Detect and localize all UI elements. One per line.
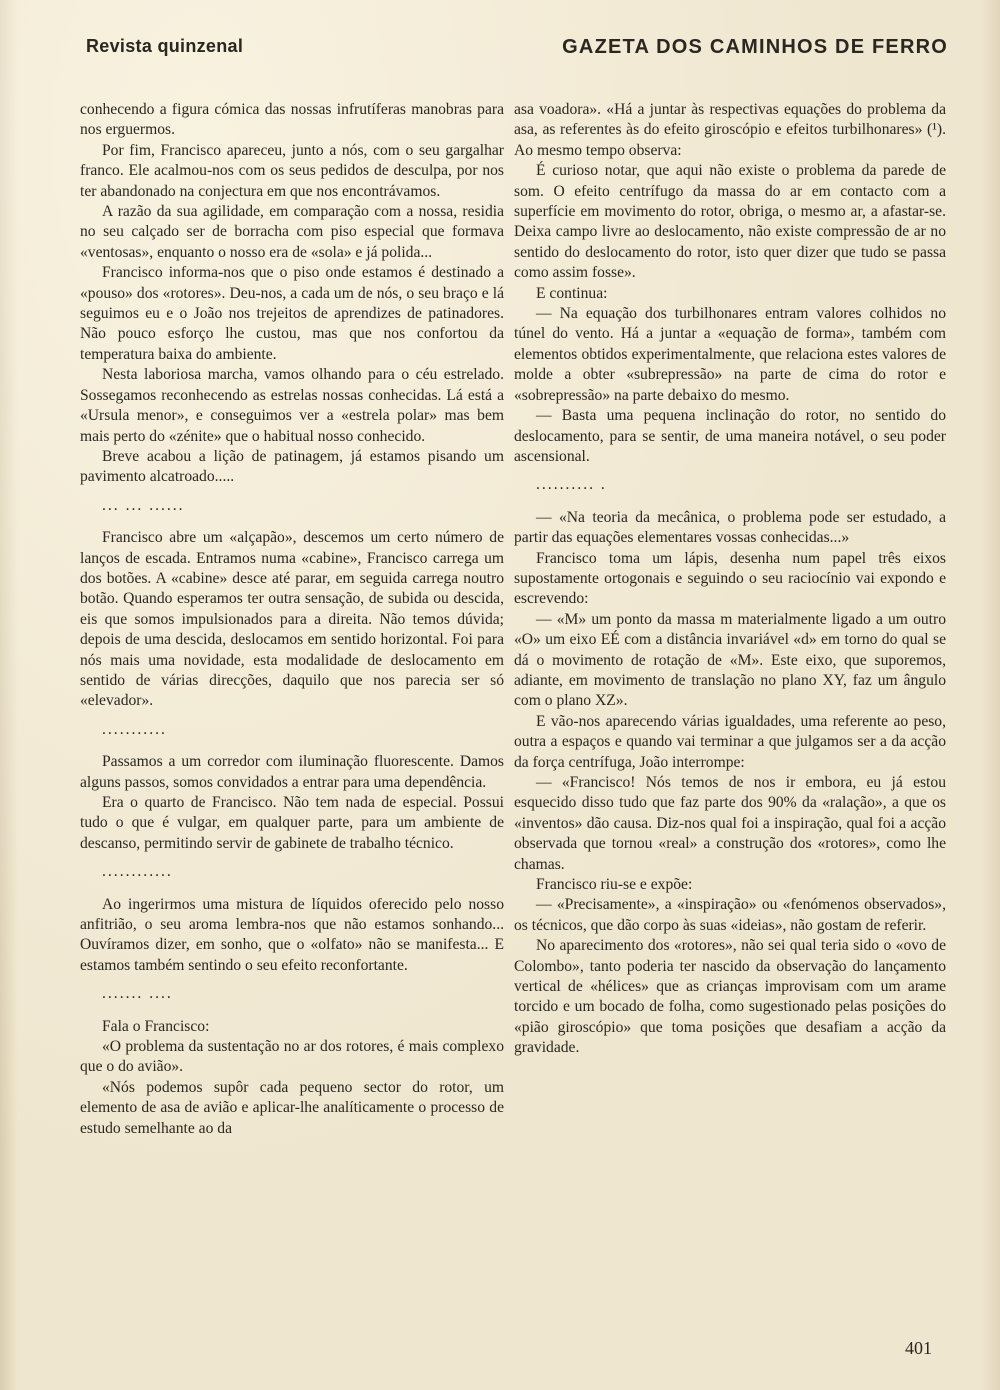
paragraph: — «Na teoria da mecânica, o problema pode ser estudado, a partir das equações elementares vossas conhecidas...» xyxy=(514,508,946,547)
paragraph: Era o quarto de Francisco. Não tem nada de especial. Possui tudo o que é vulgar, em qualquer parte, para um ambiente de descanso, permitindo servir de gabinete de trabalho técnico. xyxy=(80,794,504,852)
paragraph: A razão da sua agilidade, em comparação com a nossa, residia no seu calçado ser de borracha com piso especial que formava «ventosas», enquanto o nosso era de «sola» e já polida... xyxy=(80,203,504,261)
paragraph: Francisco informa-nos que o piso onde estamos é destinado a «pouso» dos «rotores». Deu-nos, a cada um de nós, o seu braço e lá seguimos eu e o João nos trejeitos de aprendizes de patinadores. Não pouco esforço lhe custou, mas que nos confortou da temperatura baixa do ambiente. xyxy=(80,264,504,363)
right-column xyxy=(514,100,946,1059)
paragraph: Francisco abre um «alçapão», descemos um certo número de lanços de escada. Entramos numa «cabine», Francisco carrega um dos botões. A «cabine» desce até parar, em seguida carrega noutro botão. Quando esperamos ter outra sensação, de subida ou descida, eis que somos impulsionados para a direita. Não temos dúvida; depois de uma descida, deslocamos em sentido horizontal. Foi para nós mais uma novidade, esta modalidade de deslocamento em sentido de várias direcções, daquilo que nos parecia ser só «elevador». xyxy=(80,529,504,710)
paragraph: Ao ingerirmos uma mistura de líquidos oferecido pelo nosso anfitrião, o seu aroma lembra-nos que não estamos sonhando... Ouvíramos dizer, em sonho, que o «olfato» não se manifesta... E estamos também sentindo o seu efeito reconfortante. xyxy=(80,895,504,974)
header-left-title: Revista quinzenal xyxy=(86,36,244,56)
paragraph: É curioso notar, que aqui não existe o problema da parede de som. O efeito centrífugo da massa do ar em contacto com a superfície em movimento do rotor, obriga, o mesmo ar, a afastar-se. Deixa campo livre ao deslocamento, não existe compressão de ar no sentido do deslocamento do rotor, isto quer dizer que tudo se passa como assim fosse». xyxy=(514,162,946,282)
section-break-dots: ....... .... xyxy=(102,985,173,1003)
paragraph: Por fim, Francisco apareceu, junto a nós, com o seu gargalhar franco. Ele acalmou-nos com os seus pedidos de desculpa, por nos ter abandonado na conjectura em que nos encontrávamos. xyxy=(80,141,504,200)
paragraph: Francisco toma um lápis, desenha num papel três eixos supostamente ortogonais e seguindo o seu raciocínio vai expondo e escrevendo: xyxy=(514,549,946,608)
section-break-dots: ............ xyxy=(102,863,173,881)
paragraph: — Na equação dos turbilhonares entram valores colhidos no túnel do vento. Há a juntar a «equação de forma», também com elementos obtidos experimentalmente, que relaciona estes valores de molde a obter «subrepressão» na parte de cima do rotor e «sobrepressão» na parte debaixo do mesmo. xyxy=(514,305,946,404)
paragraph: — «M» um ponto da massa m materialmente ligado a um outro «O» um eixo EÉ com a distância invariável «d» em torno do qual se dá o movimento de rotação de «M». Este eixo, que suporemos, adiante, em movimento de translação no plano XY, faz um ângulo com o plano XZ». xyxy=(514,610,946,710)
paragraph: Breve acabou a lição de patinagem, já estamos pisando um pavimento alcatroado..... xyxy=(80,447,504,486)
paragraph: Francisco riu-se e expõe: xyxy=(536,876,693,894)
section-break-dots: ........... xyxy=(102,720,167,738)
page-number: 401 xyxy=(905,1338,932,1358)
paragraph: «Nós podemos supôr cada pequeno sector do rotor, um elemento de asa de avião e aplicar-lhe analíticamente o processo de estudo semelhante ao da xyxy=(80,1078,504,1137)
running-header xyxy=(86,36,948,64)
paragraph: «O problema da sustentação no ar dos rotores, é mais complexo que o do avião». xyxy=(80,1038,504,1076)
header-right-title: GAZETA DOS CAMINHOS DE FERRO xyxy=(562,36,948,58)
section-break-dots: .......... . xyxy=(536,476,607,494)
paragraph: Fala o Francisco: xyxy=(102,1017,210,1035)
paragraph: — «Precisamente», a «inspiração» ou «fenómenos observados», os técnicos, que dão corpo às suas «ideias», não gostam de referir. xyxy=(514,896,946,934)
paragraph: Nesta laboriosa marcha, vamos olhando para o céu estrelado. Sossegamos reconhecendo as estrelas nossas conhecidas. Lá está a «Ursula menor», e conseguimos ver a «estrela polar» mas bem mais perto do «zénite» que o habitual nosso conhecido. xyxy=(80,366,504,445)
paragraph: E continua: xyxy=(536,284,608,302)
section-break-dots: ... ... ...... xyxy=(102,496,185,514)
paragraph: — Basta uma pequena inclinação do rotor, no sentido do deslocamento, para se sentir, de uma maneira notável, o seu poder ascensional. xyxy=(514,407,946,465)
paragraph: asa voadora». «Há a juntar às respectivas equações do problema da asa, as referentes às do efeito giroscópio e efeitos turbilhonares» (¹). Ao mesmo tempo observa: xyxy=(514,101,946,159)
paragraph: Passamos a um corredor com iluminação fluorescente. Damos alguns passos, somos convidados a entrar para uma dependência. xyxy=(80,753,504,791)
paragraph: — «Francisco! Nós temos de nos ir embora, eu já estou esquecido disso tudo que faz parte dos 90% da «ralação», a que os «inventos» dão causa. Diz-nos qual foi a inspiração, qual foi a acção observada que tornou «real» a construção dos «rotores», como lhe chamas. xyxy=(514,774,946,873)
left-column xyxy=(80,100,504,1139)
paragraph: No aparecimento dos «rotores», não sei qual teria sido o «ovo de Colombo», tanto poderia ter nascido da observação do lançamento vertical de «hélices» que as crianças improvisam com um arame torcido e um bocado de folha, como sugestionado pelas posições do «pião giroscópio» que toma posições que desafiam a acção da gravidade. xyxy=(514,937,946,1057)
paragraph: conhecendo a figura cómica das nossas infrutíferas manobras para nos erguermos. xyxy=(80,101,504,139)
paragraph: E vão-nos aparecendo várias igualdades, uma referente ao peso, outra a espaços e quando vai terminar a que julgamos ser a da acção da força centrífuga, João interrompe: xyxy=(514,712,946,771)
